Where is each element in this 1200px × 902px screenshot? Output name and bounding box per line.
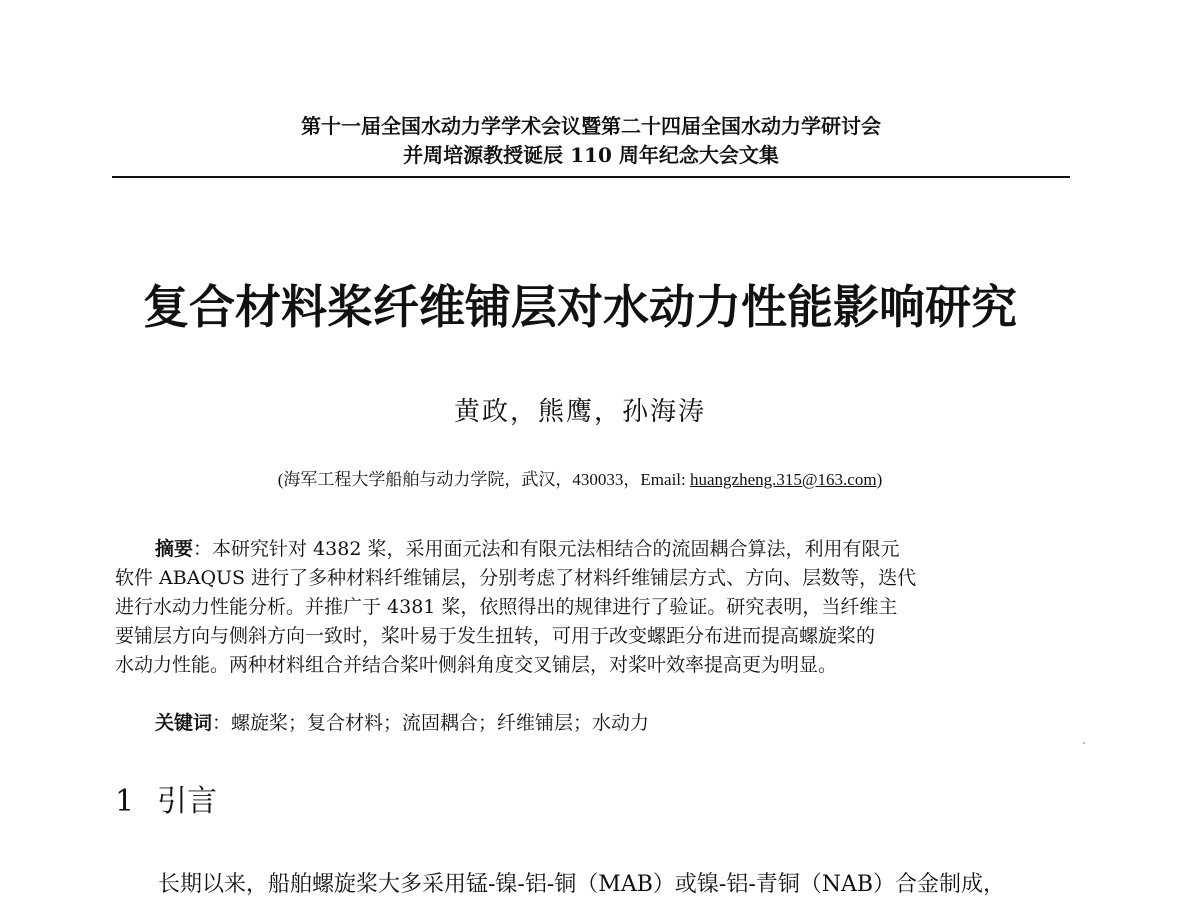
abstract-line bbox=[115, 535, 1063, 564]
affiliation-close: ) bbox=[876, 470, 883, 489]
proceedings-header bbox=[112, 112, 1070, 170]
section-number: 1 bbox=[115, 784, 135, 819]
keywords-text: ：螺旋桨；复合材料；流固耦合；纤维铺层；水动力 bbox=[212, 712, 650, 734]
section-title: 引言 bbox=[157, 784, 217, 819]
body-paragraph: 长期以来，船舶螺旋桨大多采用锰-镍-铝-铜（MAB）或镍-铝-青铜（NAB）合金制成， bbox=[158, 872, 1006, 897]
scan-speck bbox=[1083, 742, 1085, 744]
header-line-2: 并周培源教授诞辰 110 周年纪念大会文集 bbox=[403, 143, 779, 167]
paper-title: 复合材料桨纤维铺层对水动力性能影响研究 bbox=[143, 280, 1017, 334]
keywords-label: 关键词 bbox=[155, 712, 213, 734]
section-heading bbox=[115, 782, 217, 822]
header-divider bbox=[112, 176, 1070, 178]
keywords bbox=[155, 709, 1055, 738]
header-line-1: 第十一届全国水动力学学术会议暨第二十四届全国水动力学研讨会 bbox=[301, 114, 881, 138]
abstract-line: 要铺层方向与侧斜方向一致时，桨叶易于发生扭转，可用于改变螺距分布进而提高螺旋桨的 bbox=[115, 625, 876, 647]
abstract-label: 摘要 bbox=[155, 538, 194, 560]
affiliation bbox=[100, 468, 1060, 492]
abstract-line: 水动力性能。两种材料组合并结合桨叶侧斜角度交叉铺层，对桨叶效率提高更为明显。 bbox=[115, 654, 838, 676]
abstract bbox=[115, 535, 1063, 680]
affiliation-text: (海军工程大学船舶与动力学院，武汉，430033，Email: bbox=[277, 470, 690, 489]
abstract-line: 软件 ABAQUS 进行了多种材料纤维铺层，分别考虑了材料纤维铺层方式、方向、层数等，迭代 bbox=[115, 567, 917, 589]
abstract-line: 进行水动力性能分析。并推广于 4381 桨，依照得出的规律进行了验证。研究表明，当纤维主 bbox=[115, 596, 898, 618]
abstract-text: ：本研究针对 4382 桨，采用面元法和有限元法相结合的流固耦合算法，利用有限元 bbox=[193, 538, 900, 560]
email-link[interactable]: huangzheng.315@163.com bbox=[690, 470, 877, 489]
author-list: 黄政，熊鹰，孙海涛 bbox=[453, 397, 706, 427]
